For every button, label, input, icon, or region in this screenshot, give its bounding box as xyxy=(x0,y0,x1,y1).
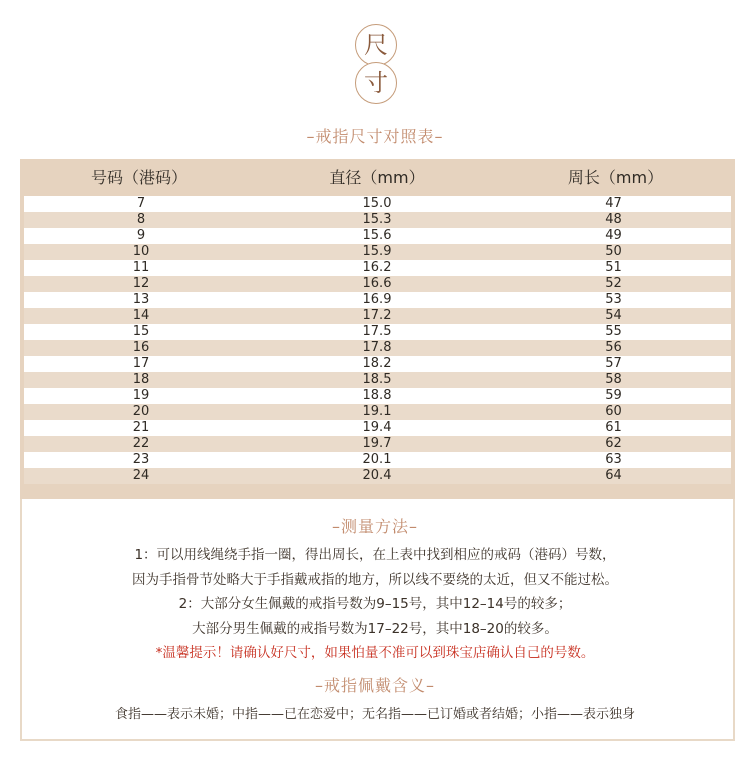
diameter-cell: 15.9 xyxy=(362,244,392,259)
logo-bottom-char: 寸 xyxy=(364,69,388,97)
table-header xyxy=(20,159,735,196)
table-row xyxy=(24,404,731,420)
method-title: –测量方法– xyxy=(331,517,418,536)
table-row xyxy=(24,260,731,276)
circumference-cell: 62 xyxy=(605,436,622,451)
header-diameter: 直径（mm） xyxy=(329,168,425,187)
table-row xyxy=(24,292,731,308)
size-cell: 17 xyxy=(132,356,150,371)
diameter-cell: 16.9 xyxy=(362,292,392,307)
diameter-cell: 17.5 xyxy=(362,324,392,339)
circumference-cell: 51 xyxy=(605,260,622,275)
size-cell: 22 xyxy=(132,436,150,451)
page-title: –戒指尺寸对照表– xyxy=(306,127,444,146)
circumference-cell: 47 xyxy=(605,196,622,211)
logo-seal-bottom xyxy=(355,62,397,104)
table-row xyxy=(24,372,731,388)
size-cell: 15 xyxy=(132,324,150,339)
meaning-text: 食指——表示未婚；中指——已在恋爱中；无名指——已订婚或者结婚；小指——表示独身 xyxy=(114,707,635,722)
table-row xyxy=(24,452,731,468)
diameter-cell: 16.2 xyxy=(362,260,392,275)
circumference-cell: 50 xyxy=(605,244,622,259)
circumference-cell: 56 xyxy=(605,340,622,355)
circumference-cell: 61 xyxy=(605,420,622,435)
method-line-3: 2：大部分女生佩戴的戒指号数为9–15号，其中12–14号的较多； xyxy=(178,596,572,612)
diameter-cell: 20.1 xyxy=(362,452,392,467)
logo-seal-top xyxy=(355,24,397,66)
diameter-cell: 17.2 xyxy=(362,308,392,323)
circumference-cell: 48 xyxy=(605,212,622,227)
header-size: 号码（港码） xyxy=(90,168,187,187)
table-row xyxy=(24,212,731,228)
circumference-cell: 63 xyxy=(605,452,622,467)
size-cell: 23 xyxy=(132,452,150,467)
size-cell: 20 xyxy=(132,404,150,419)
warning-note: *温馨提示！请确认好尺寸，如果怕量不准可以到珠宝店确认自己的号数。 xyxy=(155,645,595,661)
circumference-cell: 60 xyxy=(605,404,622,419)
size-cell: 21 xyxy=(132,420,150,435)
method-line-4: 大部分男生佩戴的戒指号数为17–22号，其中18–20的较多。 xyxy=(192,621,558,637)
circumference-cell: 58 xyxy=(605,372,622,387)
diameter-cell: 16.6 xyxy=(362,276,392,291)
size-table xyxy=(20,159,735,499)
size-cell: 12 xyxy=(132,276,150,291)
table-row xyxy=(24,340,731,356)
diameter-cell: 19.4 xyxy=(362,420,392,435)
logo-top-char: 尺 xyxy=(364,31,388,59)
circumference-cell: 52 xyxy=(605,276,622,291)
meaning-title: –戒指佩戴含义– xyxy=(314,676,435,695)
diameter-cell: 18.5 xyxy=(362,372,392,387)
circumference-cell: 55 xyxy=(605,324,622,339)
size-cell: 18 xyxy=(132,372,150,387)
diameter-cell: 18.2 xyxy=(362,356,392,371)
table-row xyxy=(24,308,731,324)
diameter-cell: 19.7 xyxy=(362,436,392,451)
table-row xyxy=(24,356,731,372)
diameter-cell: 20.4 xyxy=(362,468,392,483)
header-circumference: 周长（mm） xyxy=(567,168,664,187)
table-row xyxy=(24,468,731,484)
table-row xyxy=(24,324,731,340)
method-line-2: 因为手指骨节处略大于手指戴戒指的地方，所以线不要绕的太近，但又不能过松。 xyxy=(132,572,618,588)
size-cell: 8 xyxy=(136,212,146,227)
circumference-cell: 49 xyxy=(605,228,622,243)
diameter-cell: 15.0 xyxy=(362,196,392,211)
circumference-cell: 57 xyxy=(605,356,622,371)
table-row xyxy=(24,244,731,260)
table-row xyxy=(24,196,731,212)
size-cell: 9 xyxy=(136,228,146,243)
size-cell: 13 xyxy=(132,292,150,307)
size-cell: 11 xyxy=(132,260,150,275)
table-row xyxy=(24,420,731,436)
circumference-cell: 64 xyxy=(605,468,622,483)
size-cell: 24 xyxy=(132,468,150,483)
table-row xyxy=(24,388,731,404)
size-cell: 19 xyxy=(132,388,150,403)
circumference-cell: 53 xyxy=(605,292,622,307)
size-cell: 10 xyxy=(132,244,150,259)
diameter-cell: 15.6 xyxy=(362,228,392,243)
circumference-cell: 54 xyxy=(605,308,622,323)
size-cell: 16 xyxy=(132,340,150,355)
diameter-cell: 17.8 xyxy=(362,340,392,355)
diameter-cell: 19.1 xyxy=(362,404,392,419)
diameter-cell: 18.8 xyxy=(362,388,392,403)
table-row xyxy=(24,228,731,244)
table-row xyxy=(24,276,731,292)
table-row xyxy=(24,436,731,452)
method-line-1: 1：可以用线绳绕手指一圈，得出周长，在上表中找到相应的戒码（港码）号数， xyxy=(134,547,616,563)
size-cell: 14 xyxy=(132,308,150,323)
diameter-cell: 15.3 xyxy=(362,212,392,227)
circumference-cell: 59 xyxy=(605,388,622,403)
size-cell: 7 xyxy=(136,196,146,211)
